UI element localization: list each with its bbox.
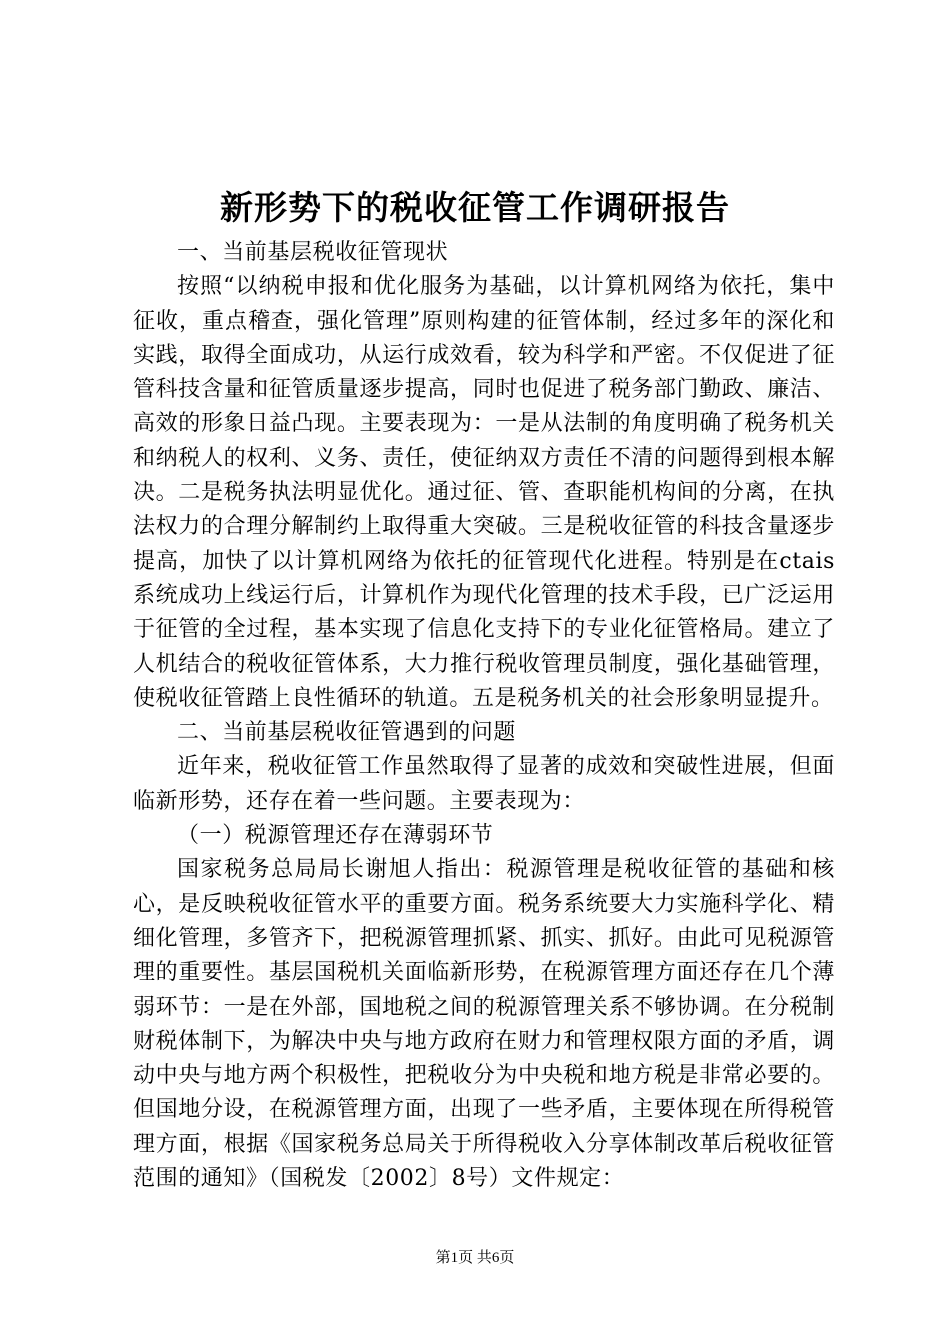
body-paragraph: 国家税务总局局长谢旭人指出：税源管理是税收征管的基础和核心，是反映税收征管水平的重要方面。税务系统要大力实施科学化、精细化管理，多管齐下，把税源管理抓紧、抓实、抓好。由此可见税源管理的重要性。基层国税机关面临新形势，在税源管理方面还存在几个薄弱环节：一是在外部，国地税之间的税源管理关系不够协调。在分税制财税体制下，为解决中央与地方政府在财力和管理权限方面的矛盾，调动中央与地方两个积极性，把税收分为中央税和地方税是非常必要的。但国地分设，在税源管理方面，出现了一些矛盾，主要体现在所得税管理方面，根据《国家税务总局关于所得税收入分享体制改革后税收征管范围的通知》（国税发〔2002〕8号）文件规定：	[133, 857, 835, 1192]
body-paragraph: 近年来，税收征管工作虽然取得了显著的成效和突破性进展，但面临新形势，还存在着一些问题。主要表现为：	[133, 754, 835, 814]
body-paragraph: 按照“以纳税申报和优化服务为基础，以计算机网络为依托，集中征收，重点稽查，强化管理”原则构建的征管体制，经过多年的深化和实践，取得全面成功，从运行成效看，较为科学和严密。不仅促进了征管科技含量和征管质量逐步提高，同时也促进了税务部门勤政、廉洁、高效的形象日益凸现。主要表现为：一是从法制的角度明确了税务机关和纳税人的权利、义务、责任，使征纳双方责任不清的问题得到根本解决。二是税务执法明显优化。通过征、管、查职能机构间的分离，在执法权力的合理分解制约上取得重大突破。三是税收征管的科技含量逐步提高，加快了以计算机网络为依托的征管现代化进程。特别是在ctais系统成功上线运行后，计算机作为现代化管理的技术手段，已广泛运用于征管的全过程，基本实现了信息化支持下的专业化征管格局。建立了人机结合的税收征管体系，大力推行税收管理员制度，强化基础管理，使税收征管踏上良性循环的轨道。五是税务机关的社会形象明显提升。	[133, 274, 835, 711]
page-number-footer: 第1页 共6页	[435, 1250, 515, 1266]
document-body	[133, 236, 835, 1196]
section-heading: 一、当前基层税收征管现状	[177, 240, 449, 265]
subsection-heading: （一）税源管理还存在薄弱环节	[177, 823, 494, 849]
section-heading: 二、当前基层税收征管遇到的问题	[177, 720, 517, 746]
document-title: 新形势下的税收征管工作调研报告	[220, 188, 730, 227]
